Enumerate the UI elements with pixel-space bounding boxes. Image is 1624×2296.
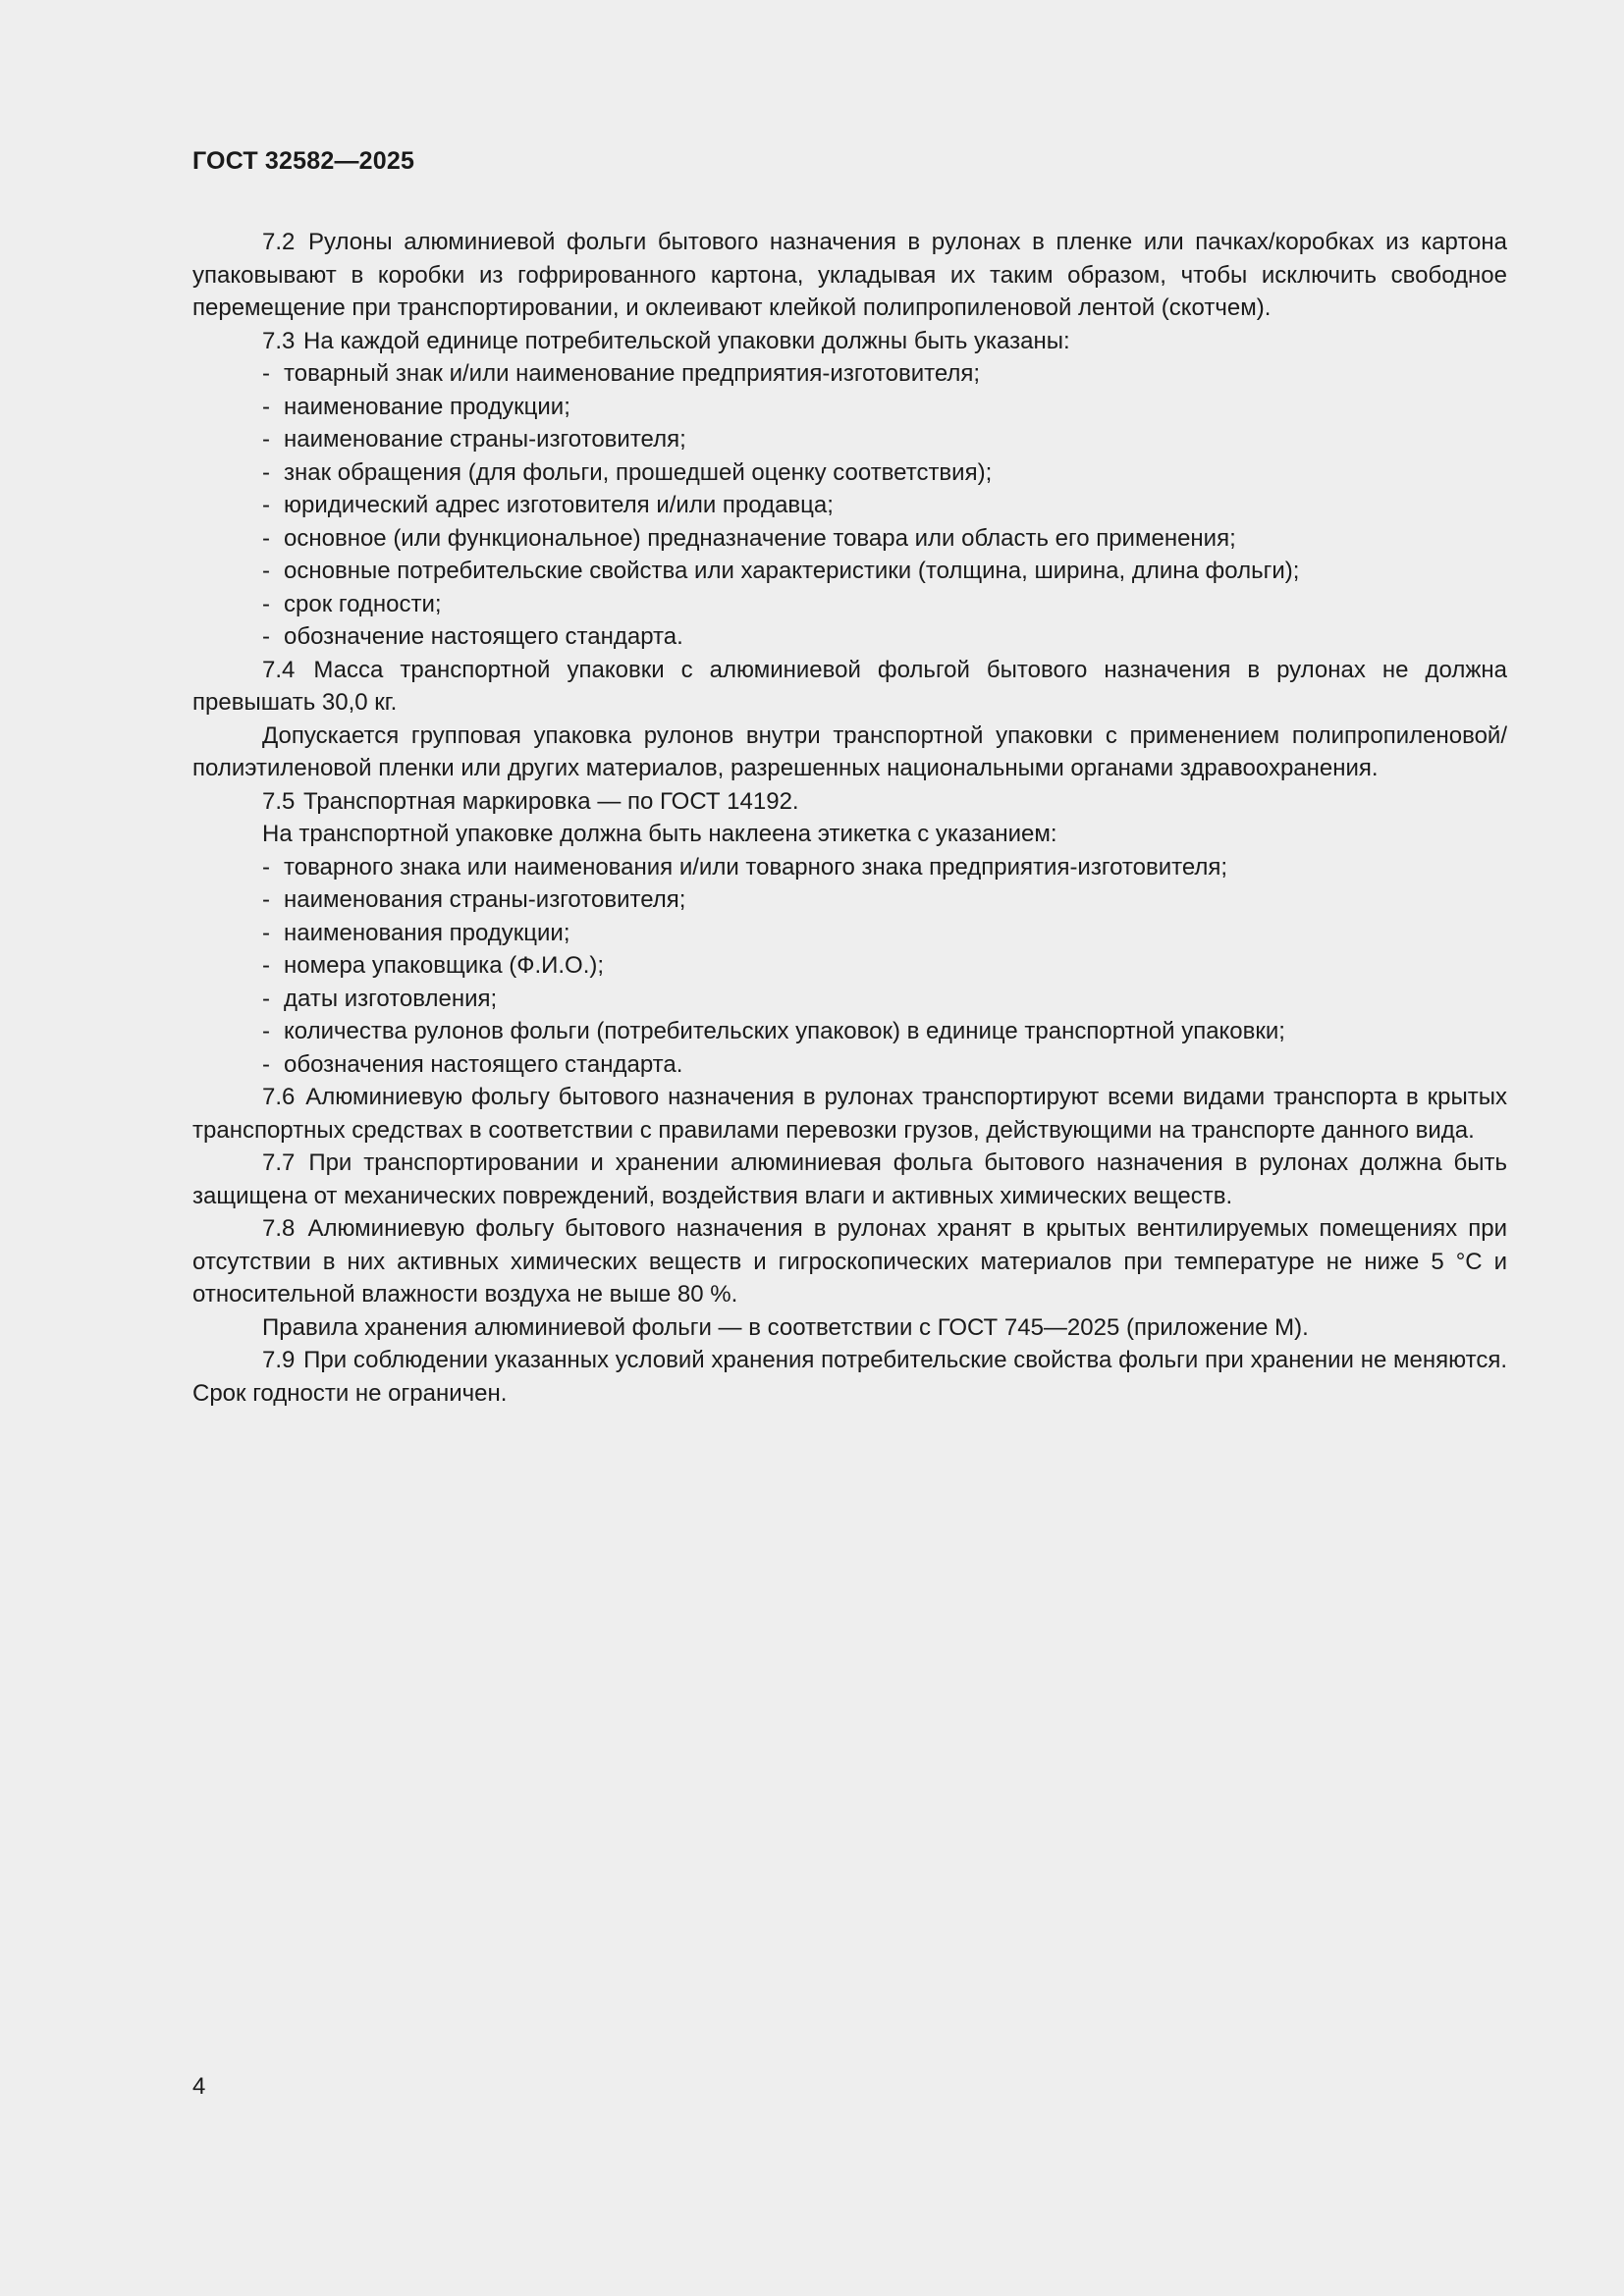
dash-bullet: - [262,952,270,979]
section-text: Масса транспортной упаковки с алюминиевой фольгой бытового назначения в рулонах не должна превышать 30,0 кг. [192,656,1507,716]
section-number: 7.8 [262,1215,296,1242]
section-text: При соблюдении указанных условий хранения потребительские свойства фольги при хранении не меняются. Срок годности не ограничен. [192,1347,1507,1407]
list-item: - товарный знак и/или наименование предприятия-изготовителя; [192,357,1507,391]
dash-bullet: - [262,919,270,946]
dash-bullet: - [262,886,270,913]
section-number: 7.6 [262,1084,296,1110]
section-7-2 [192,226,1507,325]
dash-bullet: - [262,590,270,617]
section-number: 7.5 [262,787,296,815]
dash-bullet: - [262,393,270,420]
dash-bullet: - [262,492,270,518]
section-7-5-paragraph-2: На транспортной упаковке должна быть наклеена этикетка с указанием: [262,821,1057,847]
section-7-3 [192,325,1507,358]
dash-bullet: - [262,458,270,486]
section-text: На каждой единице потребительской упаковки должны быть указаны: [303,327,1070,354]
section-text: При транспортировании и хранении алюминиевая фольга бытового назначения в рулонах должна быть защищена от механических повреждений, воздействия влаги и активных химических веществ. [192,1149,1507,1209]
section-text: Транспортная маркировка — по ГОСТ 14192. [303,787,799,815]
section-7-6 [192,1081,1507,1147]
list-item: - юридический адрес изготовителя и/или продавца; [192,489,1507,522]
list-item: - наименование продукции; [192,391,1507,424]
section-number: 7.3 [262,327,296,354]
list-item: - количества рулонов фольги (потребительских упаковок) в единице транспортной упаковки; [192,1015,1507,1048]
list-item: - товарного знака или наименования и/или товарного знака предприятия-изготовителя; [192,851,1507,884]
list-item: - основное (или функциональное) предназначение товара или область его применения; [192,522,1507,556]
list-item: - наименование страны-изготовителя; [192,423,1507,456]
dash-bullet: - [262,1018,270,1044]
list-item: - основные потребительские свойства или характеристики (толщина, ширина, длина фольги); [192,555,1507,588]
document-header: ГОСТ 32582—2025 [192,147,415,175]
section-7-8-paragraph-2: Правила хранения алюминиевой фольги — в соответствии с ГОСТ 745—2025 (приложение М). [262,1313,1309,1341]
list-item: - обозначения настоящего стандарта. [192,1048,1507,1082]
list-item: - наименования продукции; [192,917,1507,950]
section-7-5 [192,785,1507,819]
list-item: - знак обращения (для фольги, прошедшей оценку соответствия); [192,456,1507,490]
section-7-7 [192,1147,1507,1212]
section-number: 7.4 [262,656,296,683]
dash-bullet: - [262,985,270,1012]
dash-bullet: - [262,558,270,584]
section-number: 7.7 [262,1149,296,1176]
dash-bullet: - [262,360,270,387]
dash-bullet: - [262,853,270,881]
dash-bullet: - [262,1050,270,1078]
dash-bullet: - [262,524,270,552]
list-item: - срок годности; [192,588,1507,621]
document-body [192,226,1507,1410]
section-text: Рулоны алюминиевой фольги бытового назначения в рулонах в пленке или пачках/коробках из картона упаковывают в коробки из гофрированного картона, укладывая их таким образом, чтобы исключить свободное перемещение при транспортировании, и оклеивают клейкой полипропиленовой лентой (скотчем). [192,229,1508,321]
section-text: Алюминиевую фольгу бытового назначения в рулонах хранят в крытых вентилируемых помещениях при отсутствии в них активных химических веществ и гигроскопических материалов при температуре не ниже 5 °С и относительной влажности воздуха не выше 80 %. [192,1215,1507,1308]
section-number: 7.9 [262,1347,296,1373]
dash-bullet: - [262,426,270,453]
list-item: - обозначение настоящего стандарта. [192,620,1507,654]
section-number: 7.2 [262,229,296,255]
section-7-8 [192,1212,1507,1311]
dash-bullet: - [262,623,270,650]
page-number: 4 [192,2073,206,2100]
section-7-4 [192,654,1507,720]
list-item: - даты изготовления; [192,983,1507,1016]
section-7-4-paragraph-2: Допускается групповая упаковка рулонов внутри транспортной упаковки с применением полипропиленовой/полиэтиленовой пленки или других материалов, разрешенных национальными органами здравоохранения. [192,721,1507,781]
list-item: - наименования страны-изготовителя; [192,883,1507,917]
section-text: Алюминиевую фольгу бытового назначения в рулонах транспортируют всеми видами транспорта в крытых транспортных средствах в соответствии с правилами перевозки грузов, действующими на транспорте данного вида. [192,1084,1507,1144]
list-item: - номера упаковщика (Ф.И.О.); [192,949,1507,983]
section-7-9 [192,1344,1507,1410]
